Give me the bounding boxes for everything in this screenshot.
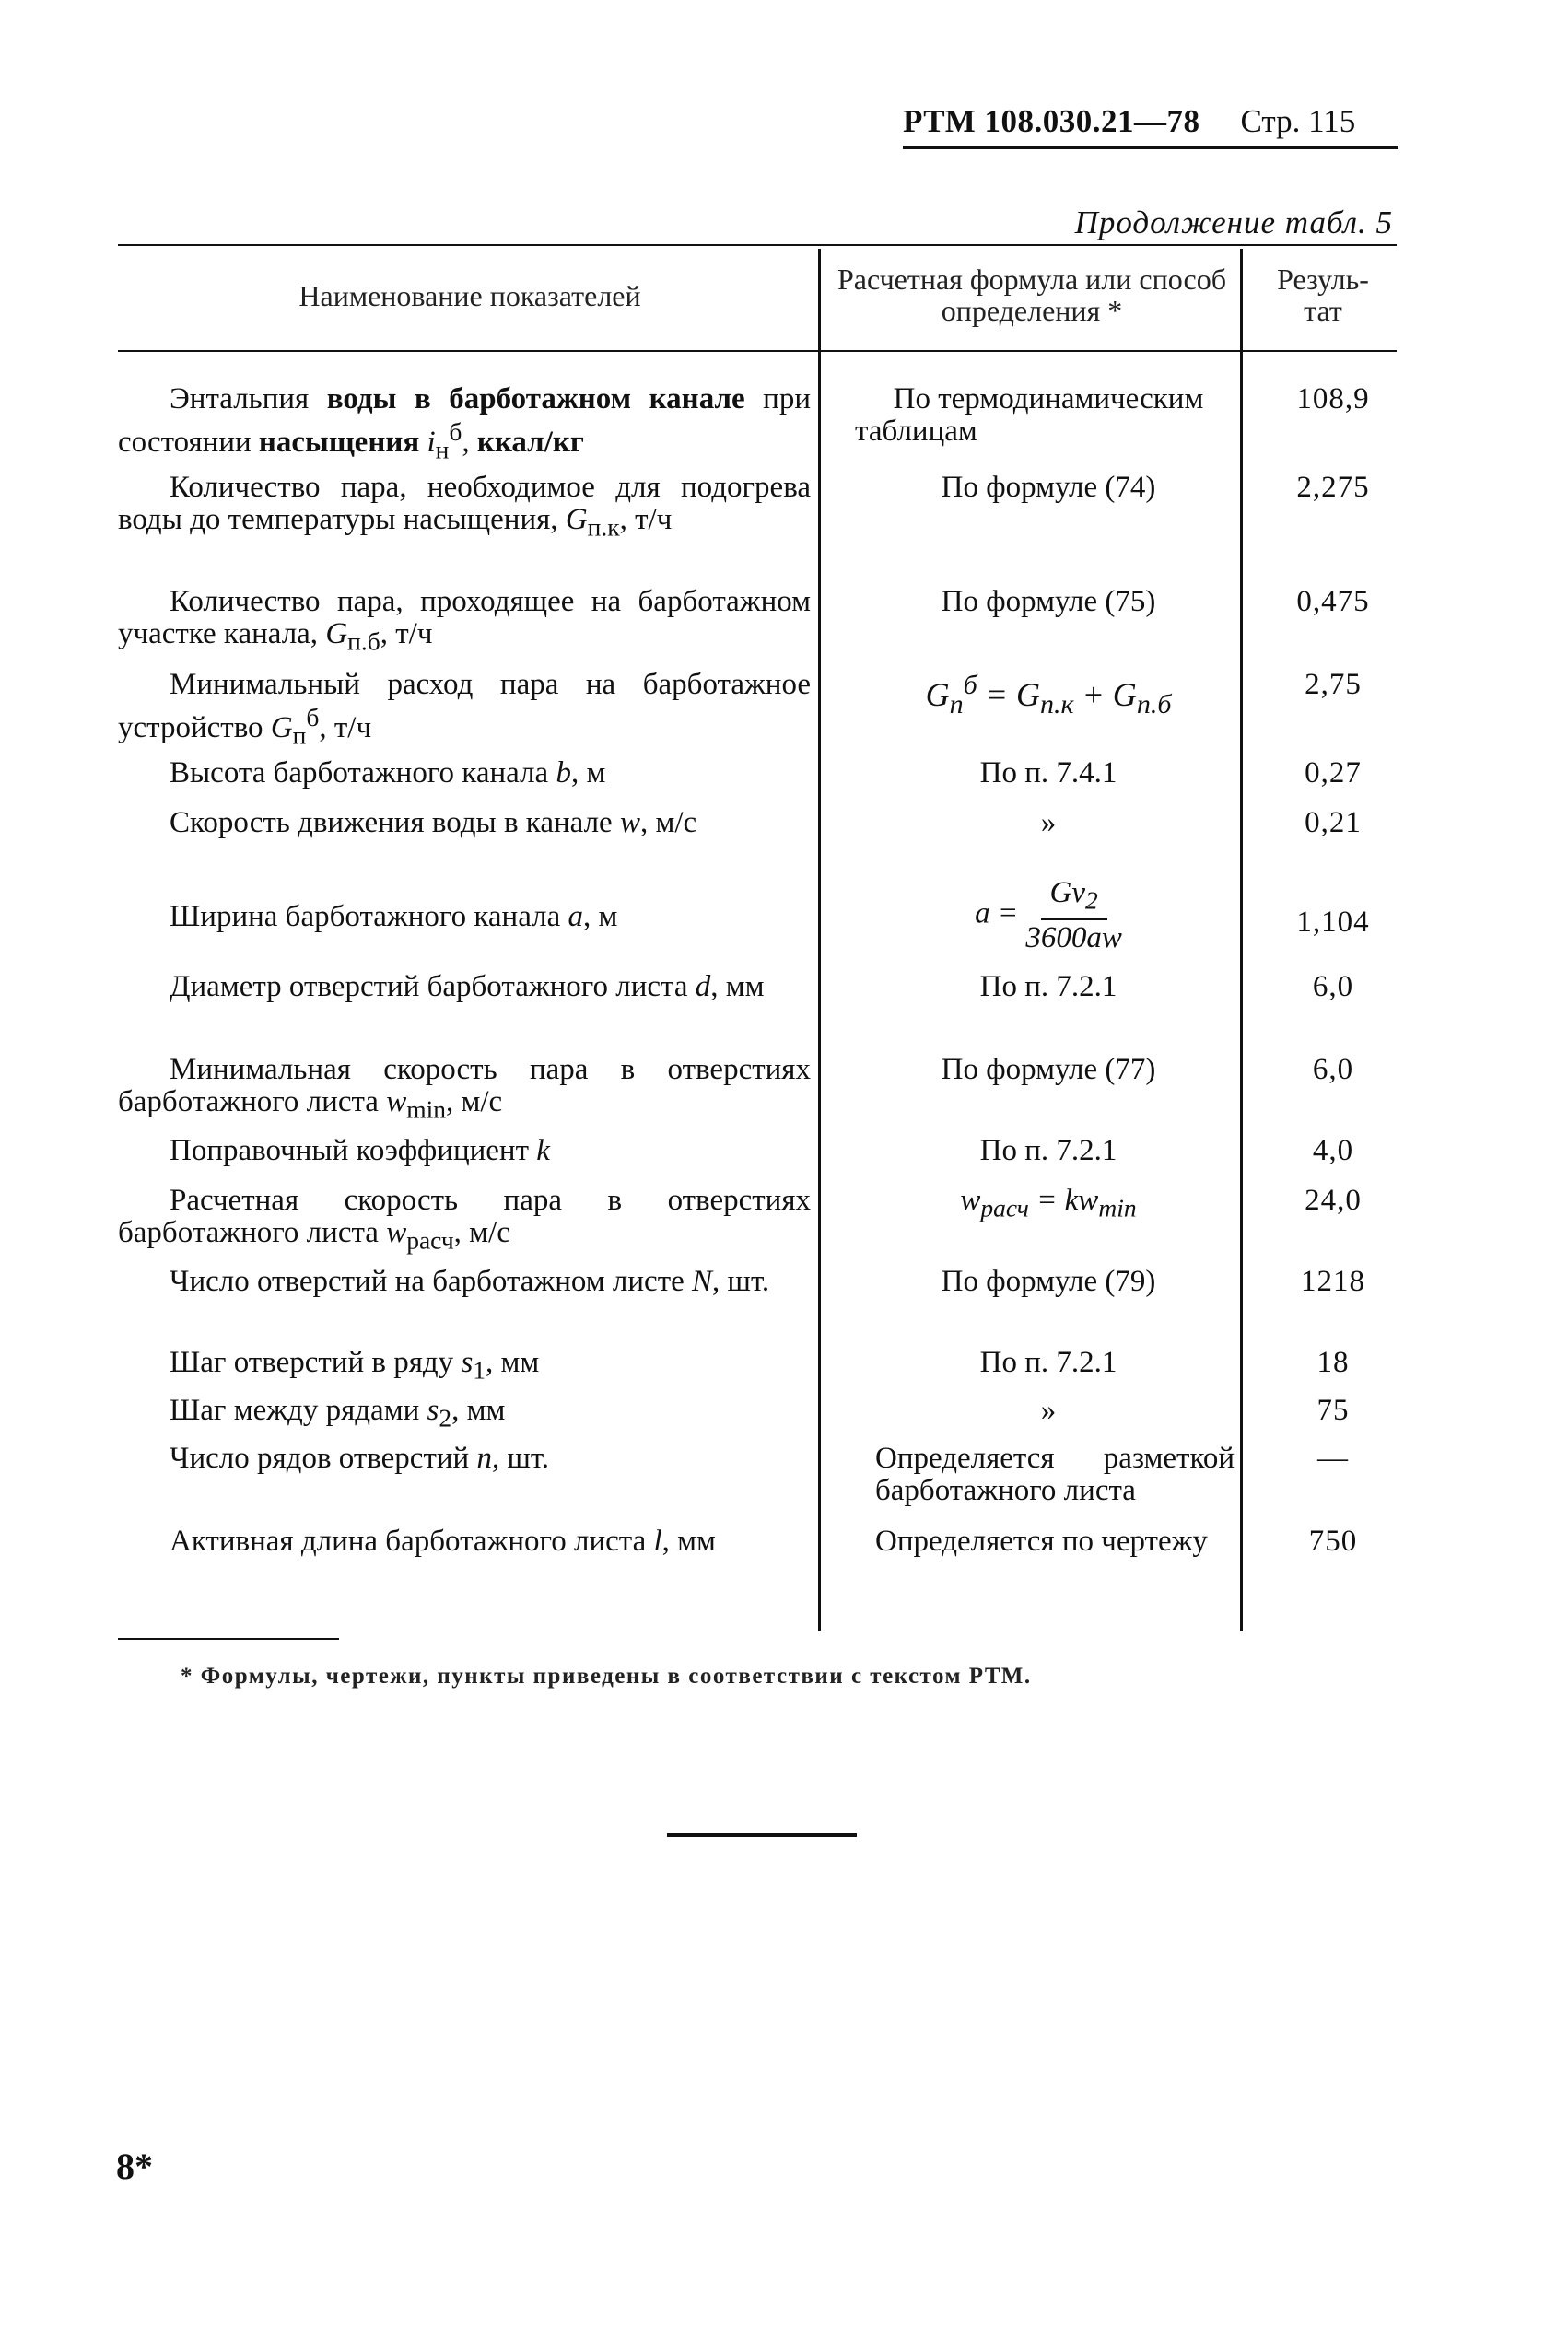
row-result: 4,0	[1312, 1134, 1354, 1167]
row-result: 0,27	[1305, 756, 1362, 789]
row-method: Определяется по чертежу	[875, 1525, 1208, 1558]
row-method: По п. 7.2.1	[979, 1346, 1117, 1379]
row-name: Число отверстий на барботажном листе N, шт.	[170, 1265, 770, 1298]
row-result: 2,275	[1296, 471, 1370, 504]
row-name: Шаг между рядами $s_2$, мм	[170, 1394, 506, 1433]
row-method: По формуле (75)	[941, 585, 1156, 618]
row-method: $w_{расч} = kw_{min}$	[960, 1184, 1137, 1222]
footnote: * Формулы, чертежи, пункты приведены в соответствии с текстом РТМ.	[181, 1664, 1032, 1689]
page-number: Стр. 115	[1240, 103, 1356, 139]
row-result: 0,21	[1305, 806, 1362, 839]
row-method: »	[1040, 806, 1057, 839]
row-method: По формуле (74)	[941, 471, 1156, 504]
row-name: Скорость движения воды в канале w, м/с	[170, 806, 697, 839]
column-divider-1	[818, 249, 821, 1631]
row-name: Высота барботажного канала b, м	[170, 756, 606, 789]
row-result: 75	[1316, 1394, 1350, 1427]
column-header-method: Расчетная формула или способ определения *	[837, 263, 1226, 327]
row-result: 1218	[1301, 1265, 1365, 1298]
row-result: 18	[1316, 1346, 1350, 1379]
row-name: Диаметр отверстий барботажного листа d, мм	[170, 970, 765, 1003]
row-method: По п. 7.2.1	[979, 1134, 1117, 1167]
row-result: 24,0	[1305, 1184, 1362, 1217]
row-name: Энтальпия воды в барботажном канале при состоянии насыщения $i_н^б$, ккал/кг	[118, 382, 812, 464]
row-result: 2,75	[1305, 668, 1362, 701]
row-name: Число рядов отверстий n, шт.	[170, 1442, 550, 1475]
column-header-result: Резуль- тат	[1277, 263, 1369, 327]
row-name: Активная длина барботажного листа l, мм	[170, 1525, 716, 1558]
table-header-rule	[118, 350, 1397, 352]
row-result: 6,0	[1312, 970, 1354, 1003]
row-result: 750	[1308, 1525, 1358, 1558]
row-result: 6,0	[1312, 1053, 1354, 1086]
page-header	[903, 103, 1398, 149]
column-header-name: Наименование показателей	[298, 279, 641, 312]
row-result: —	[1317, 1442, 1349, 1475]
row-result: 1,104	[1296, 906, 1370, 939]
row-method: По п. 7.2.1	[979, 970, 1117, 1003]
row-name: Минимальный расход пара на барботажное устройство $G_п^б$, т/ч	[118, 668, 811, 750]
row-method: По формуле (77)	[941, 1053, 1156, 1086]
row-method: »	[1040, 1394, 1057, 1427]
table-top-rule	[118, 244, 1397, 246]
row-result: 108,9	[1296, 382, 1370, 415]
row-method: Определяется разметкой барботажного листа	[875, 1442, 1235, 1507]
row-method: По формуле (79)	[941, 1265, 1156, 1298]
page-mark: 8*	[116, 2146, 153, 2187]
footnote-rule	[118, 1638, 339, 1640]
row-method: По п. 7.4.1	[979, 756, 1117, 789]
row-name: Количество пара, необходимое для подогрева воды до температуры насыщения, $G_{п.к}$, т/ч	[118, 471, 811, 542]
end-rule	[667, 1833, 857, 1837]
row-name: Минимальная скорость пара в отверстиях барботажного листа $w_{min}$, м/с	[118, 1053, 811, 1124]
row-result: 0,475	[1296, 585, 1370, 618]
table-continuation-caption: Продолжение табл. 5	[1074, 205, 1393, 240]
row-name: Количество пара, проходящее на барботажном участке канала, $G_{п.б}$, т/ч	[118, 585, 811, 656]
row-name: Шаг отверстий в ряду $s_1$, мм	[170, 1346, 540, 1385]
row-name: Ширина барботажного канала a, м	[170, 900, 618, 933]
formula-fraction: $\frac{Gv_2}{3600aw}$	[1025, 876, 1122, 954]
row-name: Поправочный коэффициент k	[170, 1134, 550, 1167]
row-method: $G_п^б = G_{п.к} + G_{п.б}$	[925, 670, 1172, 720]
row-name: Расчетная скорость пара в отверстиях барботажного листа $w_{расч}$, м/с	[118, 1184, 811, 1255]
row-method: По термодинамическим таблицам	[855, 382, 1204, 448]
row-method: a = $\frac{Gv_2}{3600aw}$	[975, 876, 1122, 954]
document-code: РТМ 108.030.21—78	[903, 103, 1200, 139]
